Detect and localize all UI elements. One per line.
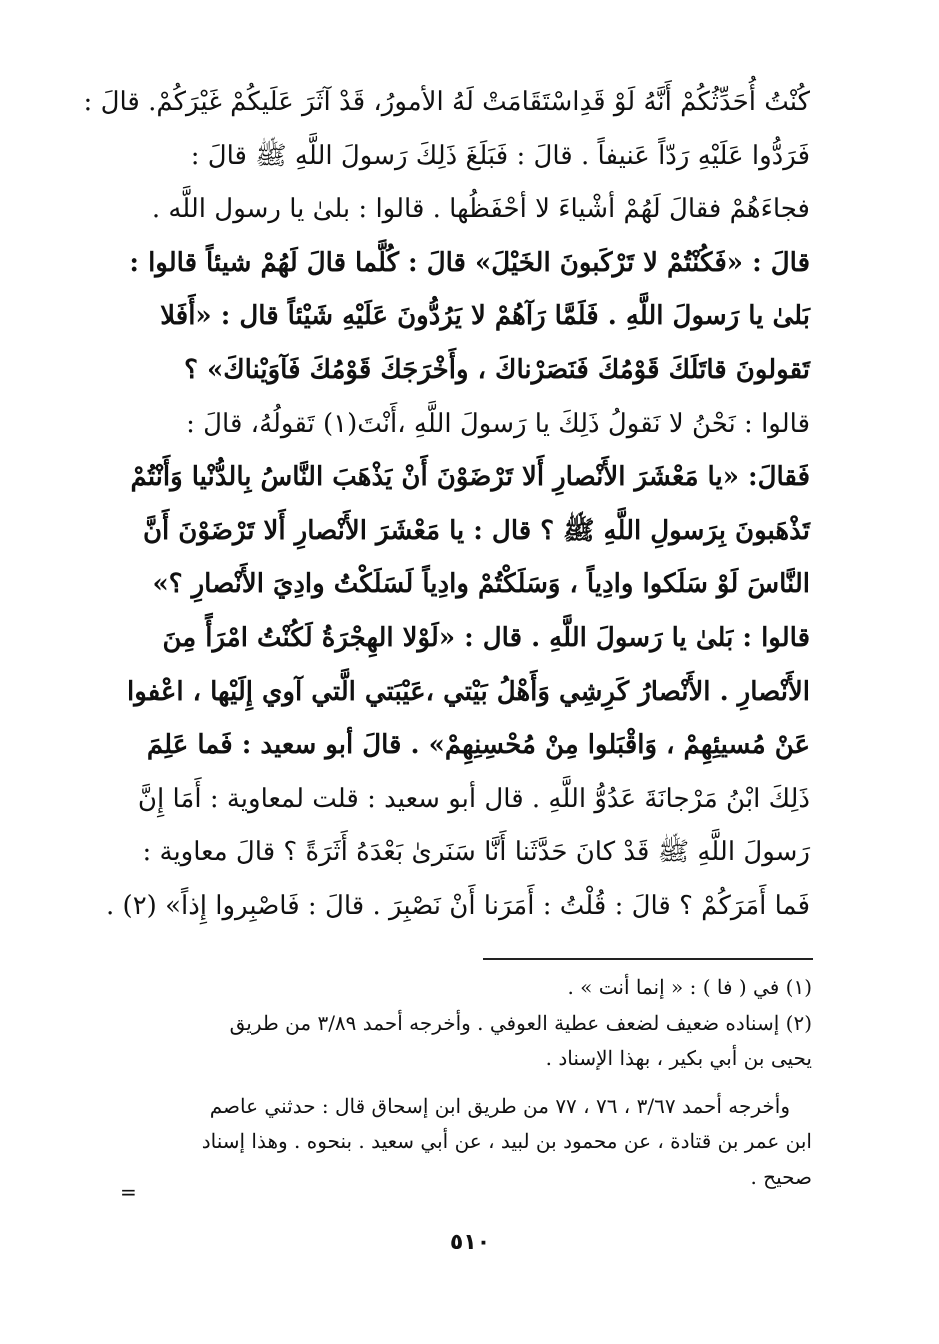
- footnote-2-continued: يحيى بن أبي بكير ، بهذا الإسناد .: [545, 1046, 812, 1070]
- text-line: فَقالَ: «يا مَعْشَرَ الأَنْصارِ أَلا تَرْضَوْنَ أَنْ يَذْهَبَ النَّاسُ بِالدُّنْيا وَأَنْتُمْ: [130, 462, 810, 493]
- main-text-block: [83, 76, 810, 934]
- text-line: بَلىٰ يا رَسولَ اللَّهِ . فَلَمَّا رَآهُمْ لا يَرُدُّونَ عَلَيْهِ شَيْئاً قال : «أَفَلا: [160, 301, 810, 332]
- text-line: كُنْتُ أُحَدِّثُكُمْ أَنَّهُ لَوْ قَدِاسْتَقَامَتْ لَهُ الأمورُ، قَدْ آثَرَ عَلَيكُمْ غَيْرَكُمْ. قالَ :: [83, 87, 810, 117]
- text-line: فَرَدُّوا عَلَيْهِ رَدّاً عَنيفاً . قالَ : فَبَلَغَ ذَلِكَ رَسولَ اللَّهِ ﷺ قالَ :: [190, 140, 810, 171]
- footnote-separator: [483, 958, 813, 960]
- text-line: قالوا : نَحْنُ لا نَقولُ ذَلِكَ يا رَسولَ اللَّهِ ،أَنْتَ(١) تَقولُهُ، قالَ :: [186, 408, 810, 439]
- footnote-2-paragraph: وأخرجه أحمد ٣/٦٧ ، ٧٦ ، ٧٧ من طريق ابن إسحاق قال : حدثني عاصم: [209, 1093, 790, 1118]
- text-line: فَما أَمَرَكُمْ ؟ قالَ : قُلْتُ : أَمَرَنا أَنْ نَصْبِرَ . قالَ : فَاصْبِروا إِذاً» (٢) .: [106, 890, 810, 921]
- text-line: رَسولَ اللَّهِ ﷺ قَدْ كانَ حَدَّثَنا أَنَّا سَنَرىٰ بَعْدَهُ أَثَرَةً ؟ قالَ معاوية :: [142, 837, 810, 868]
- text-line: النَّاسَ لَوْ سَلَكوا وادِياً ، وَسَلَكْتُمْ وادِياً لَسَلَكْتُ وادِيَ الأَنْصارِ ؟»: [152, 569, 810, 600]
- text-line: ذَلِكَ ابْنُ مَرْجانَةَ عَدُوُّ اللَّهِ . قال أبو سعيد : قلت لمعاوية : أَمَا إِنَّ: [137, 783, 810, 814]
- text-line: فجاءَهُمْ فقالَ لَهُمْ أشْياءَ لا أحْفَظُها . قالوا : بلىٰ يا رسول اللَّه .: [151, 194, 810, 225]
- text-line: تَقولونَ قاتَلَكَ قَوْمُكَ فَنَصَرْناكَ ، وأَخْرَجَكَ قَوْمُكَ فَآوَيْناكَ» ؟: [184, 354, 810, 385]
- text-line: الأَنْصارِ . الأَنْصارُ كَرِشِي وَأَهْلُ بَيْتي ،عَيْبَتي الَّتي آوي إِلَيْها ، اعْفوا: [127, 676, 810, 707]
- footnotes-block: [130, 970, 812, 1195]
- text-line: تَذْهَبونَ بِرَسولِ اللَّهِ ﷺ ؟ قال : يا مَعْشَرَ الأَنْصارِ أَلا تَرْضَوْنَ أَنَّ: [142, 515, 810, 546]
- text-line: قالَ : «فَكُنْتُمْ لا تَرْكَبونَ الخَيْلَ» قالَ : كُلَّما قالَ لَهُمْ شيئاً قالوا :: [129, 247, 810, 278]
- footnote-1: (١) في ( فا ) : « إنما أنت » .: [567, 975, 812, 999]
- footnote-2: (٢) إسناده ضعيف لضعف عطية العوفي . وأخرجه أحمد ٣/٨٩ من طريق: [229, 1010, 812, 1035]
- footnote-2-paragraph-end: صحيح .: [750, 1164, 812, 1189]
- text-line: قالوا : بَلىٰ يا رَسولَ اللَّهِ . قال : «لَوْلا الهِجْرَةُ لَكُنْتُ امْرَأً مِنَ: [162, 622, 810, 653]
- footnote-spacer: [130, 1077, 812, 1089]
- continuation-mark: =: [120, 1180, 137, 1204]
- page-number: ٥١٠: [449, 1230, 491, 1255]
- footnote-2-paragraph-continued: ابن عمر بن قتادة ، عن محمود بن لبيد ، عن أبي سعيد . بنحوه . وهذا إسناد: [201, 1129, 812, 1153]
- text-line: عَنْ مُسيئِهِمْ ، وَاقْبَلوا مِنْ مُحْسِنِهِمْ» . قالَ أبو سعيد : فَما عَلِمَ: [146, 730, 810, 761]
